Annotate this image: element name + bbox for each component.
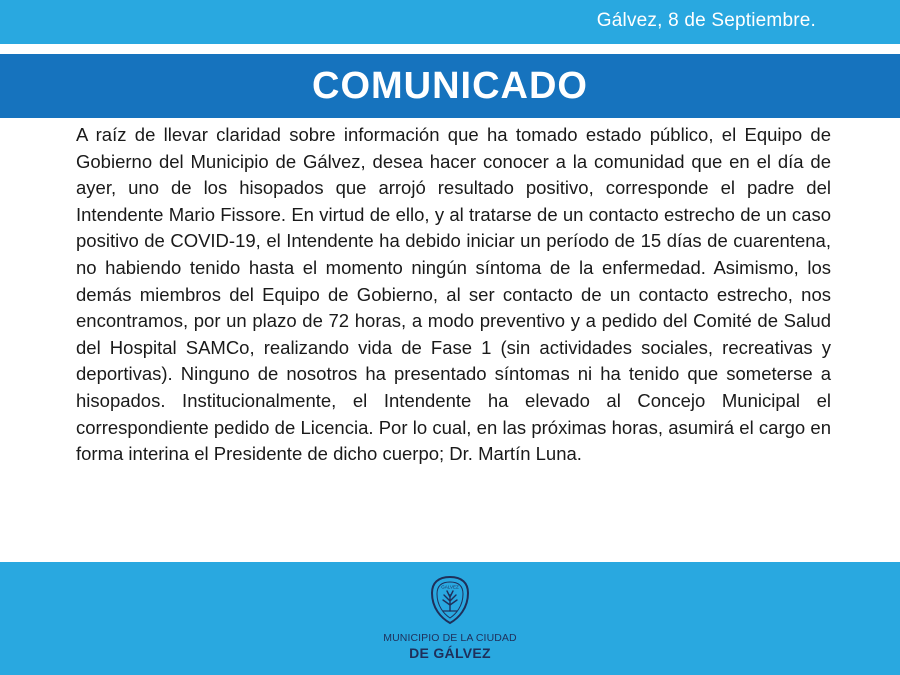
- seal-text: GALVEZ: [441, 584, 459, 590]
- municipal-seal-icon: [429, 575, 471, 625]
- top-banner: [0, 0, 900, 44]
- page-title: COMUNICADO: [312, 64, 588, 107]
- statement-body: A raíz de llevar claridad sobre información que ha tomado estado público, el Equipo de Gobierno del Municipio de Gálvez, desea hacer conocer a la comunidad que en el día de ayer, uno de los hisopados que arrojó resultado positivo, corresponde el padre del Intendente Mario Fissore. En virtud de ello, y al tratarse de un contacto estrecho de un caso positivo de COVID-19, el Intendente ha debido iniciar un período de 15 días de cuarentena, no habiendo tenido hasta el momento ningún síntoma de la enfermedad. Asimismo, los demás miembros del Equipo de Gobierno, al ser contacto de un contacto estrecho, nos encontramos, por un plazo de 72 horas, a modo preventivo y a pedido del Comité de Salud del Hospital SAMCo, realizando vida de Fase 1 (sin actividades sociales, recreativas y deportivas). Ninguno de nosotros ha presentado síntomas ni ha tenido que someterse a hisopados. Institucionalmente, el Intendente ha elevado al Concejo Municipal el correspondiente pedido de Licencia. Por lo cual, en las próximas horas, asumirá el cargo en forma interina el Presidente de dicho cuerpo; Dr. Martín Luna.: [76, 124, 831, 465]
- org-name-line1: MUNICIPIO DE LA CIUDAD: [383, 632, 517, 644]
- org-name-line2: DE GÁLVEZ: [409, 645, 491, 661]
- date-line: Gálvez, 8 de Septiembre.: [596, 10, 816, 31]
- title-banner: [0, 54, 900, 118]
